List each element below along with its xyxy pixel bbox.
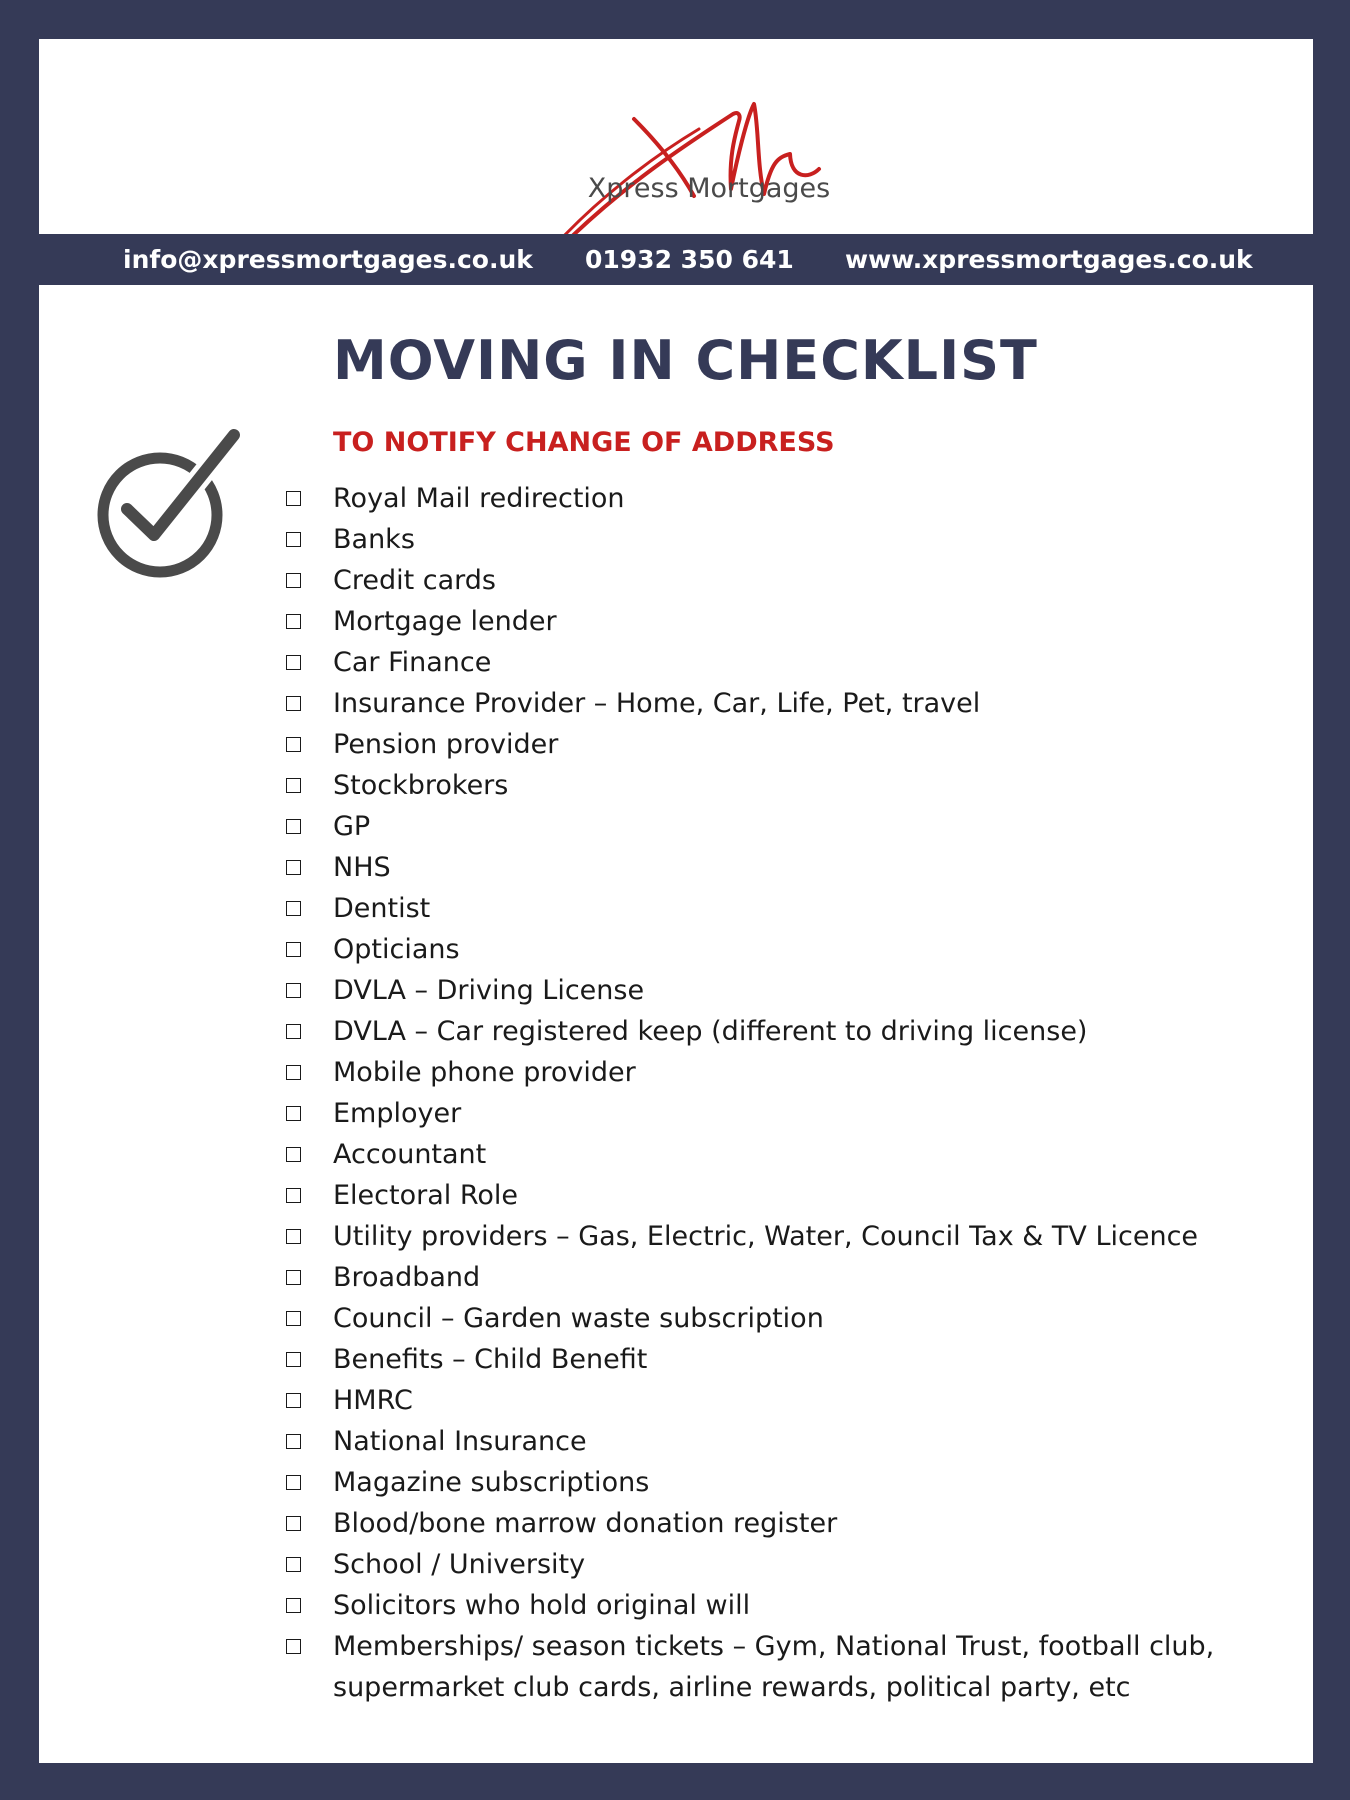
checklist-item bbox=[286, 1626, 1273, 1708]
checklist-item-label: Benefits – Child Benefit bbox=[333, 1344, 648, 1375]
checklist-item-label: Blood/bone marrow donation register bbox=[333, 1508, 838, 1539]
logo-wordmark: Xpress Mortgages bbox=[587, 173, 831, 204]
checkbox[interactable] bbox=[286, 532, 301, 547]
checklist-item-label: Insurance Provider – Home, Car, Life, Pet, travel bbox=[333, 688, 981, 719]
checklist-item bbox=[286, 642, 1286, 683]
checklist-item-label: Memberships/ season tickets – Gym, National Trust, football club, supermarket club cards, airline rewards, political party, etc bbox=[333, 1631, 1215, 1703]
checkbox[interactable] bbox=[286, 1270, 301, 1285]
checklist-item-label: Credit cards bbox=[333, 565, 497, 596]
checkbox[interactable] bbox=[286, 614, 301, 629]
checkbox[interactable] bbox=[286, 1311, 301, 1326]
checklist-item bbox=[286, 601, 1286, 642]
checkbox[interactable] bbox=[286, 696, 301, 711]
checkbox[interactable] bbox=[286, 942, 301, 957]
checkbox[interactable] bbox=[286, 1065, 301, 1080]
checklist-item bbox=[286, 1093, 1286, 1134]
checklist-item bbox=[286, 1257, 1286, 1298]
checklist-item-label: National Insurance bbox=[333, 1426, 587, 1457]
contact-phone-link[interactable]: 01932 350 641 bbox=[585, 245, 794, 274]
checklist-item-label: Accountant bbox=[333, 1139, 487, 1170]
checkbox[interactable] bbox=[286, 1557, 301, 1572]
checkbox[interactable] bbox=[286, 819, 301, 834]
checklist-item-label: Broadband bbox=[333, 1262, 481, 1293]
checklist-item bbox=[286, 765, 1286, 806]
checklist-item bbox=[286, 1544, 1286, 1585]
checklist-item bbox=[286, 1011, 1286, 1052]
checklist-item bbox=[286, 478, 1286, 519]
checklist-item-label: Electoral Role bbox=[333, 1180, 519, 1211]
checklist-item-label: HMRC bbox=[333, 1385, 413, 1416]
checklist-item bbox=[286, 519, 1286, 560]
checklist-item-label: DVLA – Car registered keep (different to driving license) bbox=[333, 1016, 1088, 1047]
checklist-item bbox=[286, 1421, 1286, 1462]
checkbox[interactable] bbox=[286, 1147, 301, 1162]
checkbox[interactable] bbox=[286, 901, 301, 916]
checkbox[interactable] bbox=[286, 860, 301, 875]
checkbox[interactable] bbox=[286, 737, 301, 752]
checklist bbox=[286, 478, 1286, 1708]
checklist-item-label: Royal Mail redirection bbox=[333, 483, 625, 514]
checklist-item bbox=[286, 1503, 1286, 1544]
checkbox[interactable] bbox=[286, 1434, 301, 1449]
checkbox[interactable] bbox=[286, 1475, 301, 1490]
checklist-item bbox=[286, 929, 1286, 970]
checklist-item bbox=[286, 1134, 1286, 1175]
checklist-item-label: Dentist bbox=[333, 893, 431, 924]
checklist-item bbox=[286, 1585, 1286, 1626]
checkbox[interactable] bbox=[286, 1188, 301, 1203]
checklist-item bbox=[286, 1175, 1286, 1216]
checklist-item bbox=[286, 1298, 1286, 1339]
page-title: MOVING IN CHECKLIST bbox=[333, 329, 1038, 392]
checklist-item bbox=[286, 724, 1286, 765]
checkbox[interactable] bbox=[286, 1352, 301, 1367]
checklist-item bbox=[286, 970, 1286, 1011]
checklist-panel bbox=[39, 285, 1313, 1763]
checklist-item-label: Banks bbox=[333, 524, 415, 555]
checklist-item-label: Stockbrokers bbox=[333, 770, 509, 801]
checklist-item bbox=[286, 1052, 1286, 1093]
checklist-item-label: Car Finance bbox=[333, 647, 492, 678]
checklist-item bbox=[286, 560, 1286, 601]
circle-check-icon bbox=[91, 425, 243, 585]
section-heading: TO NOTIFY CHANGE OF ADDRESS bbox=[333, 427, 835, 458]
checkbox[interactable] bbox=[286, 1639, 301, 1654]
checkbox[interactable] bbox=[286, 1229, 301, 1244]
checkbox[interactable] bbox=[286, 655, 301, 670]
checkbox[interactable] bbox=[286, 778, 301, 793]
contact-website-link[interactable]: www.xpressmortgages.co.uk bbox=[845, 245, 1253, 274]
logo-header bbox=[39, 39, 1313, 234]
checklist-item-label: Magazine subscriptions bbox=[333, 1467, 650, 1498]
checkbox[interactable] bbox=[286, 1598, 301, 1613]
checklist-item bbox=[286, 683, 1286, 724]
checkbox[interactable] bbox=[286, 491, 301, 506]
checklist-item-label: Employer bbox=[333, 1098, 462, 1129]
checklist-item-label: NHS bbox=[333, 852, 391, 883]
checkbox[interactable] bbox=[286, 1516, 301, 1531]
checkbox[interactable] bbox=[286, 983, 301, 998]
checkbox[interactable] bbox=[286, 1393, 301, 1408]
xpress-mortgages-logo bbox=[509, 59, 909, 234]
checklist-item bbox=[286, 888, 1286, 929]
checklist-item bbox=[286, 1380, 1286, 1421]
checklist-item-label: School / University bbox=[333, 1549, 586, 1580]
checkbox[interactable] bbox=[286, 1024, 301, 1039]
contact-email-link[interactable]: info@xpressmortgages.co.uk bbox=[123, 245, 533, 274]
checklist-item-label: Mortgage lender bbox=[333, 606, 557, 637]
checklist-item-label: Council – Garden waste subscription bbox=[333, 1303, 824, 1334]
checklist-item-label: GP bbox=[333, 811, 371, 842]
checklist-item-label: Pension provider bbox=[333, 729, 559, 760]
checklist-item-label: Solicitors who hold original will bbox=[333, 1590, 751, 1621]
checklist-item bbox=[286, 1339, 1286, 1380]
checklist-item-label: Mobile phone provider bbox=[333, 1057, 636, 1088]
checklist-item-label: Utility providers – Gas, Electric, Water, Council Tax & TV Licence bbox=[333, 1221, 1199, 1252]
checkbox[interactable] bbox=[286, 1106, 301, 1121]
checkbox[interactable] bbox=[286, 573, 301, 588]
contact-bar bbox=[39, 234, 1313, 285]
checklist-item-label: Opticians bbox=[333, 934, 460, 965]
checklist-item bbox=[286, 847, 1286, 888]
checklist-item bbox=[286, 1462, 1286, 1503]
checklist-item bbox=[286, 1216, 1286, 1257]
checklist-item bbox=[286, 806, 1286, 847]
checklist-item-label: DVLA – Driving License bbox=[333, 975, 645, 1006]
